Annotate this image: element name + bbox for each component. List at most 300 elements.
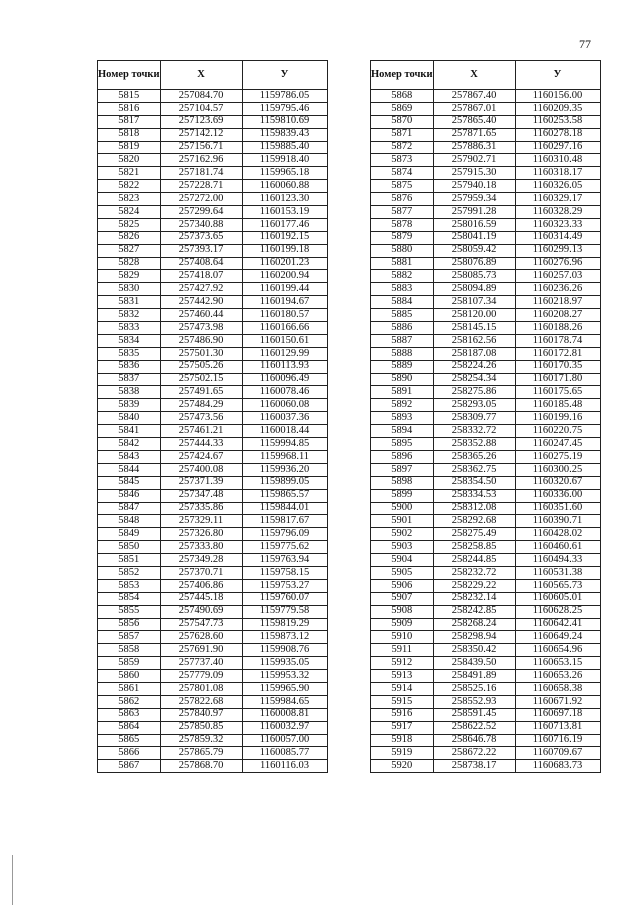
cell-y: 1159865.57 <box>242 489 327 502</box>
cell-y: 1160247.45 <box>515 438 600 451</box>
cell-point-number: 5863 <box>98 708 161 721</box>
cell-y: 1160336.00 <box>515 489 600 502</box>
cell-x: 257867.40 <box>433 90 515 103</box>
cell-x: 257340.88 <box>160 218 242 231</box>
cell-x: 257424.67 <box>160 450 242 463</box>
table-row <box>371 296 601 309</box>
cell-x: 257628.60 <box>160 631 242 644</box>
table-row <box>98 682 328 695</box>
cell-x: 257867.01 <box>433 102 515 115</box>
cell-y: 1159758.15 <box>242 566 327 579</box>
cell-point-number: 5900 <box>371 502 434 515</box>
header-x: Х <box>160 61 242 90</box>
table-row <box>98 541 328 554</box>
cell-point-number: 5913 <box>371 670 434 683</box>
cell-y: 1160208.27 <box>515 309 600 322</box>
cell-point-number: 5833 <box>98 322 161 335</box>
cell-x: 257868.70 <box>160 760 242 773</box>
cell-y: 1160078.46 <box>242 386 327 399</box>
cell-point-number: 5881 <box>371 257 434 270</box>
cell-x: 257501.30 <box>160 347 242 360</box>
cell-y: 1160328.29 <box>515 206 600 219</box>
cell-y: 1160658.38 <box>515 682 600 695</box>
table-row <box>371 257 601 270</box>
table-row <box>98 231 328 244</box>
table-row <box>98 528 328 541</box>
cell-y: 1160654.96 <box>515 644 600 657</box>
cell-x: 258232.72 <box>433 566 515 579</box>
cell-point-number: 5842 <box>98 438 161 451</box>
cell-point-number: 5857 <box>98 631 161 644</box>
cell-point-number: 5880 <box>371 244 434 257</box>
cell-y: 1159994.85 <box>242 438 327 451</box>
cell-y: 1160199.44 <box>242 283 327 296</box>
cell-y: 1160253.58 <box>515 115 600 128</box>
cell-x: 258309.77 <box>433 412 515 425</box>
cell-y: 1160683.73 <box>515 760 600 773</box>
table-row <box>98 128 328 141</box>
table-row <box>371 515 601 528</box>
cell-y: 1160178.74 <box>515 334 600 347</box>
cell-x: 258439.50 <box>433 657 515 670</box>
cell-y: 1159899.05 <box>242 476 327 489</box>
cell-y: 1160180.57 <box>242 309 327 322</box>
cell-x: 257822.68 <box>160 695 242 708</box>
cell-x: 258738.17 <box>433 760 515 773</box>
cell-y: 1159786.05 <box>242 90 327 103</box>
cell-x: 257442.90 <box>160 296 242 309</box>
table-row <box>371 218 601 231</box>
cell-point-number: 5825 <box>98 218 161 231</box>
cell-y: 1160326.05 <box>515 180 600 193</box>
header-point-number: Номер точки <box>98 61 161 90</box>
cell-point-number: 5834 <box>98 334 161 347</box>
cell-point-number: 5815 <box>98 90 161 103</box>
cell-x: 257444.33 <box>160 438 242 451</box>
cell-y: 1160628.25 <box>515 605 600 618</box>
cell-y: 1160199.16 <box>515 412 600 425</box>
cell-x: 258672.22 <box>433 747 515 760</box>
table-row <box>98 670 328 683</box>
table-row <box>98 386 328 399</box>
cell-point-number: 5898 <box>371 476 434 489</box>
cell-x: 257886.31 <box>433 141 515 154</box>
table-row <box>98 167 328 180</box>
table-row <box>371 721 601 734</box>
table-row <box>98 450 328 463</box>
cell-y: 1160177.46 <box>242 218 327 231</box>
cell-x: 257902.71 <box>433 154 515 167</box>
cell-x: 258591.45 <box>433 708 515 721</box>
table-row <box>98 502 328 515</box>
cell-y: 1160201.23 <box>242 257 327 270</box>
cell-x: 258059.42 <box>433 244 515 257</box>
header-y: У <box>242 61 327 90</box>
cell-y: 1160649.24 <box>515 631 600 644</box>
table-row <box>371 541 601 554</box>
cell-x: 257859.32 <box>160 734 242 747</box>
cell-y: 1159779.58 <box>242 605 327 618</box>
cell-point-number: 5828 <box>98 257 161 270</box>
cell-point-number: 5906 <box>371 579 434 592</box>
cell-x: 257840.97 <box>160 708 242 721</box>
cell-x: 258293.05 <box>433 399 515 412</box>
cell-x: 258244.85 <box>433 554 515 567</box>
cell-x: 257461.21 <box>160 425 242 438</box>
table-row <box>98 734 328 747</box>
cell-x: 257142.12 <box>160 128 242 141</box>
table-row <box>371 347 601 360</box>
table-row <box>98 206 328 219</box>
cell-y: 1159885.40 <box>242 141 327 154</box>
cell-y: 1160329.17 <box>515 193 600 206</box>
cell-y: 1160310.48 <box>515 154 600 167</box>
cell-y: 1159817.67 <box>242 515 327 528</box>
cell-point-number: 5850 <box>98 541 161 554</box>
table-row <box>371 554 601 567</box>
cell-x: 257915.30 <box>433 167 515 180</box>
table-row <box>371 180 601 193</box>
table-row <box>371 528 601 541</box>
cell-y: 1160032.97 <box>242 721 327 734</box>
cell-x: 257408.64 <box>160 257 242 270</box>
cell-x: 257460.44 <box>160 309 242 322</box>
cell-point-number: 5902 <box>371 528 434 541</box>
cell-point-number: 5862 <box>98 695 161 708</box>
cell-x: 257326.80 <box>160 528 242 541</box>
table-row <box>371 476 601 489</box>
cell-point-number: 5905 <box>371 566 434 579</box>
table-row <box>371 412 601 425</box>
cell-point-number: 5890 <box>371 373 434 386</box>
cell-x: 257484.29 <box>160 399 242 412</box>
table-row <box>98 463 328 476</box>
table-row <box>98 373 328 386</box>
cell-point-number: 5820 <box>98 154 161 167</box>
table-row <box>371 128 601 141</box>
table-row <box>371 747 601 760</box>
cell-y: 1160653.15 <box>515 657 600 670</box>
cell-point-number: 5839 <box>98 399 161 412</box>
cell-y: 1160709.67 <box>515 747 600 760</box>
cell-y: 1160697.18 <box>515 708 600 721</box>
table-row <box>371 695 601 708</box>
cell-point-number: 5860 <box>98 670 161 683</box>
table-row <box>371 154 601 167</box>
cell-y: 1159984.65 <box>242 695 327 708</box>
cell-y: 1160129.99 <box>242 347 327 360</box>
cell-x: 258275.86 <box>433 386 515 399</box>
table-row <box>98 270 328 283</box>
cell-y: 1160150.61 <box>242 334 327 347</box>
cell-x: 258120.00 <box>433 309 515 322</box>
cell-point-number: 5848 <box>98 515 161 528</box>
table-row <box>371 438 601 451</box>
cell-y: 1160318.17 <box>515 167 600 180</box>
cell-point-number: 5854 <box>98 592 161 605</box>
table-row <box>371 167 601 180</box>
cell-x: 257418.07 <box>160 270 242 283</box>
table-row <box>98 695 328 708</box>
cell-y: 1159936.20 <box>242 463 327 476</box>
cell-x: 258352.88 <box>433 438 515 451</box>
header-point-number: Номер точки <box>371 61 434 90</box>
cell-y: 1159968.11 <box>242 450 327 463</box>
cell-y: 1160166.66 <box>242 322 327 335</box>
cell-y: 1160116.03 <box>242 760 327 773</box>
cell-point-number: 5818 <box>98 128 161 141</box>
cell-point-number: 5844 <box>98 463 161 476</box>
cell-point-number: 5877 <box>371 206 434 219</box>
cell-y: 1160194.67 <box>242 296 327 309</box>
table-row <box>371 386 601 399</box>
cell-x: 257427.92 <box>160 283 242 296</box>
table-row <box>98 154 328 167</box>
table-row <box>98 476 328 489</box>
table-row <box>98 399 328 412</box>
table-row <box>371 708 601 721</box>
cell-x: 257502.15 <box>160 373 242 386</box>
cell-x: 257333.80 <box>160 541 242 554</box>
cell-x: 257850.85 <box>160 721 242 734</box>
cell-x: 258094.89 <box>433 283 515 296</box>
table-row <box>371 605 601 618</box>
cell-y: 1160220.75 <box>515 425 600 438</box>
cell-point-number: 5908 <box>371 605 434 618</box>
table-row <box>98 605 328 618</box>
cell-x: 257329.11 <box>160 515 242 528</box>
cell-x: 257473.56 <box>160 412 242 425</box>
cell-point-number: 5884 <box>371 296 434 309</box>
cell-point-number: 5896 <box>371 450 434 463</box>
cell-x: 258016.59 <box>433 218 515 231</box>
cell-x: 258085.73 <box>433 270 515 283</box>
cell-x: 257865.40 <box>433 115 515 128</box>
cell-point-number: 5861 <box>98 682 161 695</box>
cell-y: 1159763.94 <box>242 554 327 567</box>
cell-point-number: 5892 <box>371 399 434 412</box>
cell-point-number: 5830 <box>98 283 161 296</box>
cell-point-number: 5867 <box>98 760 161 773</box>
cell-x: 257505.26 <box>160 360 242 373</box>
table-row <box>98 90 328 103</box>
cell-y: 1160320.67 <box>515 476 600 489</box>
cell-x: 258350.42 <box>433 644 515 657</box>
cell-y: 1160716.19 <box>515 734 600 747</box>
cell-point-number: 5829 <box>98 270 161 283</box>
cell-y: 1160096.49 <box>242 373 327 386</box>
cell-x: 257991.28 <box>433 206 515 219</box>
cell-point-number: 5823 <box>98 193 161 206</box>
table-row <box>98 244 328 257</box>
cell-point-number: 5879 <box>371 231 434 244</box>
cell-x: 258041.19 <box>433 231 515 244</box>
cell-x: 257371.39 <box>160 476 242 489</box>
cell-y: 1159753.27 <box>242 579 327 592</box>
cell-x: 257801.08 <box>160 682 242 695</box>
cell-x: 258646.78 <box>433 734 515 747</box>
cell-y: 1159844.01 <box>242 502 327 515</box>
cell-point-number: 5912 <box>371 657 434 670</box>
cell-point-number: 5878 <box>371 218 434 231</box>
cell-x: 257779.09 <box>160 670 242 683</box>
cell-x: 257865.79 <box>160 747 242 760</box>
table-row <box>371 206 601 219</box>
cell-x: 258076.89 <box>433 257 515 270</box>
table-row <box>371 760 601 773</box>
cell-y: 1160085.77 <box>242 747 327 760</box>
cell-point-number: 5888 <box>371 347 434 360</box>
cell-point-number: 5836 <box>98 360 161 373</box>
cell-point-number: 5875 <box>371 180 434 193</box>
cell-y: 1160565.73 <box>515 579 600 592</box>
cell-y: 1160218.97 <box>515 296 600 309</box>
cell-x: 257406.86 <box>160 579 242 592</box>
cell-point-number: 5889 <box>371 360 434 373</box>
cell-x: 257370.71 <box>160 566 242 579</box>
cell-y: 1160299.13 <box>515 244 600 257</box>
cell-point-number: 5866 <box>98 747 161 760</box>
cell-point-number: 5869 <box>371 102 434 115</box>
cell-y: 1159775.62 <box>242 541 327 554</box>
table-row <box>98 489 328 502</box>
table-row <box>371 334 601 347</box>
cell-y: 1160172.81 <box>515 347 600 360</box>
cell-y: 1160060.88 <box>242 180 327 193</box>
cell-point-number: 5824 <box>98 206 161 219</box>
cell-point-number: 5865 <box>98 734 161 747</box>
cell-y: 1160170.35 <box>515 360 600 373</box>
table-row <box>371 592 601 605</box>
page-number: 77 <box>579 37 591 51</box>
cell-x: 257393.17 <box>160 244 242 257</box>
table-row <box>371 231 601 244</box>
cell-point-number: 5831 <box>98 296 161 309</box>
cell-x: 258229.22 <box>433 579 515 592</box>
cell-point-number: 5920 <box>371 760 434 773</box>
cell-x: 257486.90 <box>160 334 242 347</box>
cell-y: 1159935.05 <box>242 657 327 670</box>
table-row <box>371 579 601 592</box>
cell-point-number: 5822 <box>98 180 161 193</box>
table-row <box>371 502 601 515</box>
cell-point-number: 5843 <box>98 450 161 463</box>
cell-point-number: 5821 <box>98 167 161 180</box>
cell-x: 257084.70 <box>160 90 242 103</box>
cell-y: 1160314.49 <box>515 231 600 244</box>
table-row <box>371 566 601 579</box>
cell-y: 1159873.12 <box>242 631 327 644</box>
cell-y: 1160278.18 <box>515 128 600 141</box>
cell-point-number: 5891 <box>371 386 434 399</box>
cell-point-number: 5826 <box>98 231 161 244</box>
table-row <box>98 708 328 721</box>
cell-point-number: 5917 <box>371 721 434 734</box>
cell-point-number: 5849 <box>98 528 161 541</box>
cell-y: 1159918.40 <box>242 154 327 167</box>
cell-x: 257400.08 <box>160 463 242 476</box>
cell-point-number: 5894 <box>371 425 434 438</box>
table-row <box>98 283 328 296</box>
cell-point-number: 5903 <box>371 541 434 554</box>
coordinates-table-right <box>370 60 601 773</box>
header-y: У <box>515 61 600 90</box>
cell-y: 1160428.02 <box>515 528 600 541</box>
cell-x: 258362.75 <box>433 463 515 476</box>
cell-point-number: 5845 <box>98 476 161 489</box>
table-row <box>98 347 328 360</box>
cell-x: 258145.15 <box>433 322 515 335</box>
cell-point-number: 5911 <box>371 644 434 657</box>
table-row <box>98 115 328 128</box>
table-row <box>98 296 328 309</box>
cell-x: 258298.94 <box>433 631 515 644</box>
table-row <box>98 425 328 438</box>
cell-y: 1160297.16 <box>515 141 600 154</box>
cell-point-number: 5841 <box>98 425 161 438</box>
cell-point-number: 5899 <box>371 489 434 502</box>
table-row <box>371 450 601 463</box>
table-row <box>371 115 601 128</box>
table-row <box>371 631 601 644</box>
cell-point-number: 5817 <box>98 115 161 128</box>
cell-y: 1160185.48 <box>515 399 600 412</box>
cell-point-number: 5876 <box>371 193 434 206</box>
table-row <box>98 515 328 528</box>
cell-x: 258622.52 <box>433 721 515 734</box>
cell-x: 257959.34 <box>433 193 515 206</box>
table-row <box>371 283 601 296</box>
table-row <box>371 682 601 695</box>
cell-x: 257547.73 <box>160 618 242 631</box>
cell-y: 1160156.00 <box>515 90 600 103</box>
cell-y: 1159965.90 <box>242 682 327 695</box>
cell-x: 257181.74 <box>160 167 242 180</box>
cell-y: 1160113.93 <box>242 360 327 373</box>
cell-point-number: 5916 <box>371 708 434 721</box>
table-row <box>98 180 328 193</box>
cell-point-number: 5887 <box>371 334 434 347</box>
cell-y: 1160713.81 <box>515 721 600 734</box>
table-row <box>371 270 601 283</box>
cell-point-number: 5901 <box>371 515 434 528</box>
cell-point-number: 5883 <box>371 283 434 296</box>
cell-y: 1159953.32 <box>242 670 327 683</box>
table-row <box>371 244 601 257</box>
cell-x: 258332.72 <box>433 425 515 438</box>
cell-point-number: 5909 <box>371 618 434 631</box>
cell-point-number: 5873 <box>371 154 434 167</box>
cell-y: 1160531.38 <box>515 566 600 579</box>
cell-point-number: 5910 <box>371 631 434 644</box>
cell-y: 1160642.41 <box>515 618 600 631</box>
table-row <box>98 721 328 734</box>
table-row <box>98 141 328 154</box>
table-row <box>98 218 328 231</box>
cell-y: 1160008.81 <box>242 708 327 721</box>
cell-point-number: 5832 <box>98 309 161 322</box>
cell-y: 1160275.19 <box>515 450 600 463</box>
cell-y: 1160494.33 <box>515 554 600 567</box>
cell-y: 1160060.08 <box>242 399 327 412</box>
table-row <box>371 309 601 322</box>
cell-point-number: 5838 <box>98 386 161 399</box>
cell-point-number: 5816 <box>98 102 161 115</box>
table-row <box>371 734 601 747</box>
cell-point-number: 5846 <box>98 489 161 502</box>
cell-x: 258224.26 <box>433 360 515 373</box>
cell-y: 1159839.43 <box>242 128 327 141</box>
